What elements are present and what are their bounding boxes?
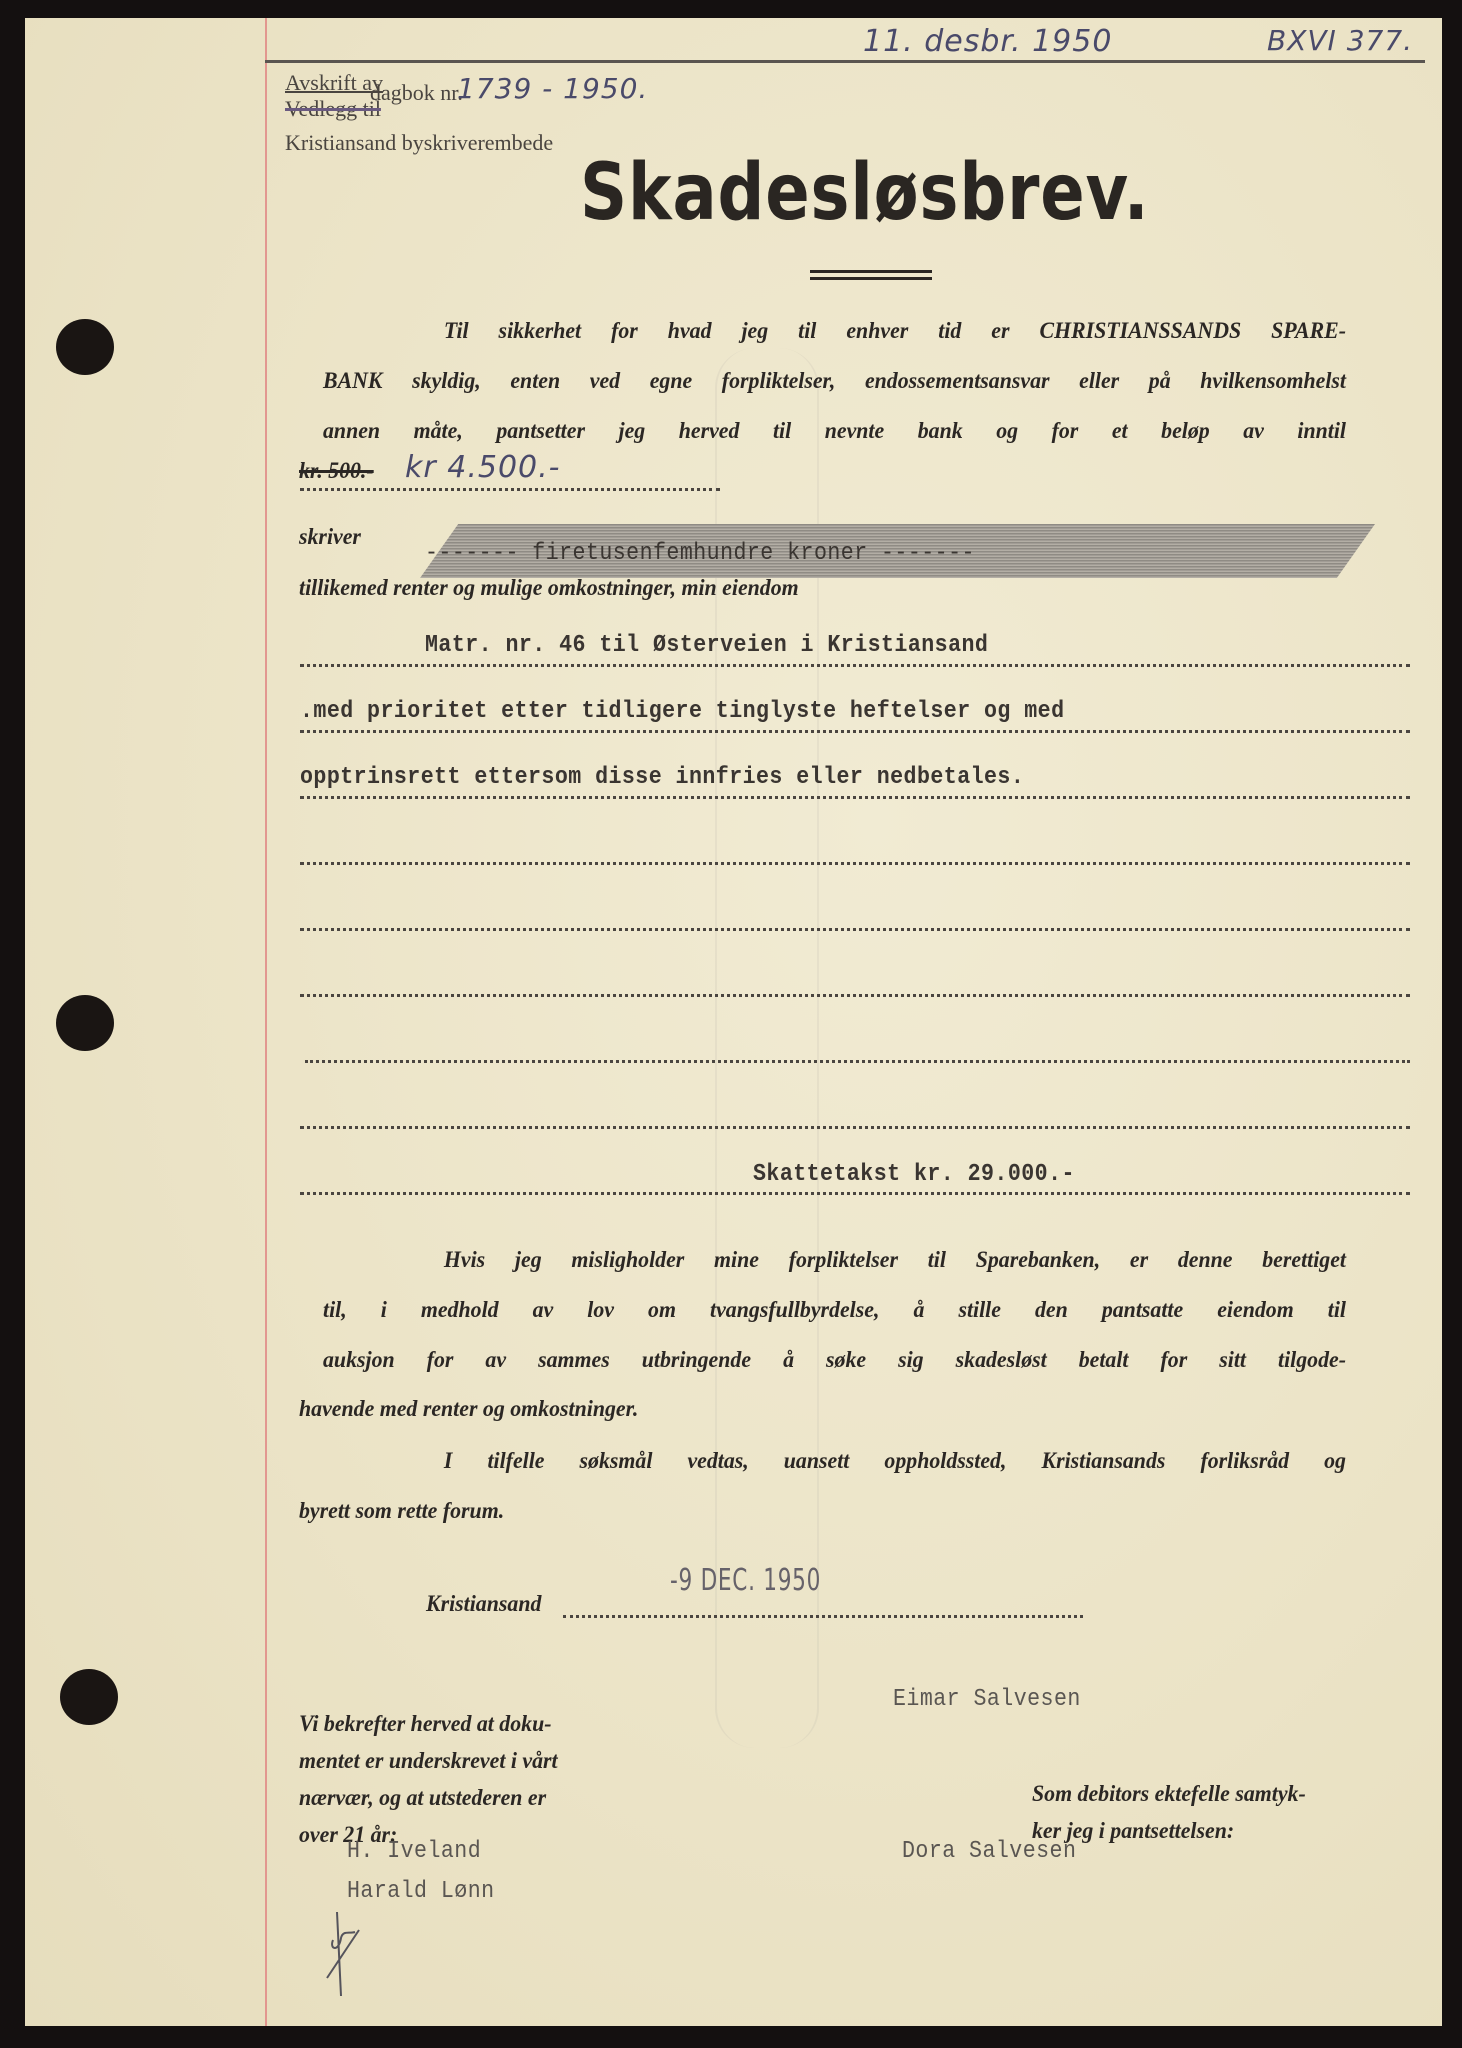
date-stamp: -9 DEC. 1950 xyxy=(670,1563,822,1598)
dotline xyxy=(305,1060,1410,1063)
title-underline xyxy=(810,277,932,280)
document-page xyxy=(25,18,1442,2026)
handwritten-date: 11. desbr. 1950 xyxy=(863,24,1113,59)
stamp-dagbok-label: dagbok nr. xyxy=(370,80,463,105)
amount-struck: kr. 500.- xyxy=(299,458,374,484)
paragraph-interest: tillikemed renter og mulige omkostninger, min eiendom xyxy=(299,575,799,601)
dotline xyxy=(300,1126,1410,1129)
stamp-avskrift: Avskrift av xyxy=(285,70,383,95)
spouse-name: Dora Salvesen xyxy=(902,1838,1077,1865)
witness-statement: Vi bekrefter herved at doku- mentet er underskrevet i vårt nærvær, og at utstederen er over 21 år: xyxy=(299,1711,558,1848)
volume-reference: BXVI 377. xyxy=(1267,24,1414,57)
paragraph-default-end: havende med renter og omkostninger. xyxy=(299,1396,639,1422)
dotline xyxy=(300,664,1410,667)
dotline xyxy=(300,994,1410,997)
tax-value: Skattetakst kr. 29.000.- xyxy=(753,1161,1075,1188)
paragraph-forum: I tilfelle søksmål vedtas, uansett oppholdssted, Kristiansands forliksråd og xyxy=(443,1448,1346,1474)
witness-2-name: Harald Lønn xyxy=(347,1878,495,1905)
paragraph-default: Hvis jeg misligholder mine forpliktelser til Sparebanken, er denne berettiget til, i medhold av lov om tvangsfullbyrdelse, å stille den pantsatte eiendom til auksjon for av sammes utbringende å søke sig skadesløst betalt for sitt tilgode- xyxy=(323,1247,1346,1373)
spouse-consent-statement: Som debitors ektefelle samtyk- ker jeg i pantsettelsen: xyxy=(1032,1781,1306,1844)
paragraph-forum-end: byrett som rette forum. xyxy=(299,1498,505,1524)
skriver-label: skriver xyxy=(299,524,361,550)
dotline xyxy=(300,796,1410,799)
property-line-1: Matr. nr. 46 til Østerveien i Kristiansand xyxy=(425,632,989,659)
dotline xyxy=(300,928,1410,931)
dotline xyxy=(300,862,1410,865)
property-line-2: .med prioritet etter tidligere tinglyste heftelser og med xyxy=(300,698,1065,725)
document-title: Skadesløsbrev. xyxy=(580,148,1150,238)
property-line-3: opptrinsrett ettersom disse innfries eller nedbetales. xyxy=(300,764,1025,791)
amount-in-words: ------- firetusenfemhundre kroner ------- xyxy=(425,540,975,567)
amount-handwritten: kr 4.500.- xyxy=(405,450,561,485)
dotline xyxy=(300,1192,1410,1195)
place-label: Kristiansand xyxy=(426,1591,542,1617)
dagbok-number: 1739 - 1950. xyxy=(457,72,649,105)
punch-hole xyxy=(56,995,114,1051)
title-underline xyxy=(810,270,932,273)
punch-hole xyxy=(60,1669,118,1725)
date-dotline xyxy=(563,1615,1083,1618)
stamp-vedlegg-struck: Vedlegg til xyxy=(285,96,381,121)
dotline xyxy=(300,730,1410,733)
amount-dotline xyxy=(300,488,720,491)
initials-signature-icon xyxy=(325,1908,365,1998)
stamp-office: Kristiansand byskriverembede xyxy=(285,130,554,155)
debtor-name: Eimar Salvesen xyxy=(893,1686,1081,1713)
margin-line xyxy=(265,18,267,2026)
paragraph-pledge: Til sikkerhet for hvad jeg til enhver tid er CHRISTIANSSANDS SPARE- BANK skyldig, enten ved egne forpliktelser, endossementsansvar eller på hvilkensomhelst annen måte, pantsetter jeg herved til nevnte bank og for et beløp av inntil xyxy=(323,318,1346,444)
header-rule xyxy=(265,60,1425,63)
punch-hole xyxy=(56,319,114,375)
witness-1-name: H. Iveland xyxy=(347,1838,482,1865)
